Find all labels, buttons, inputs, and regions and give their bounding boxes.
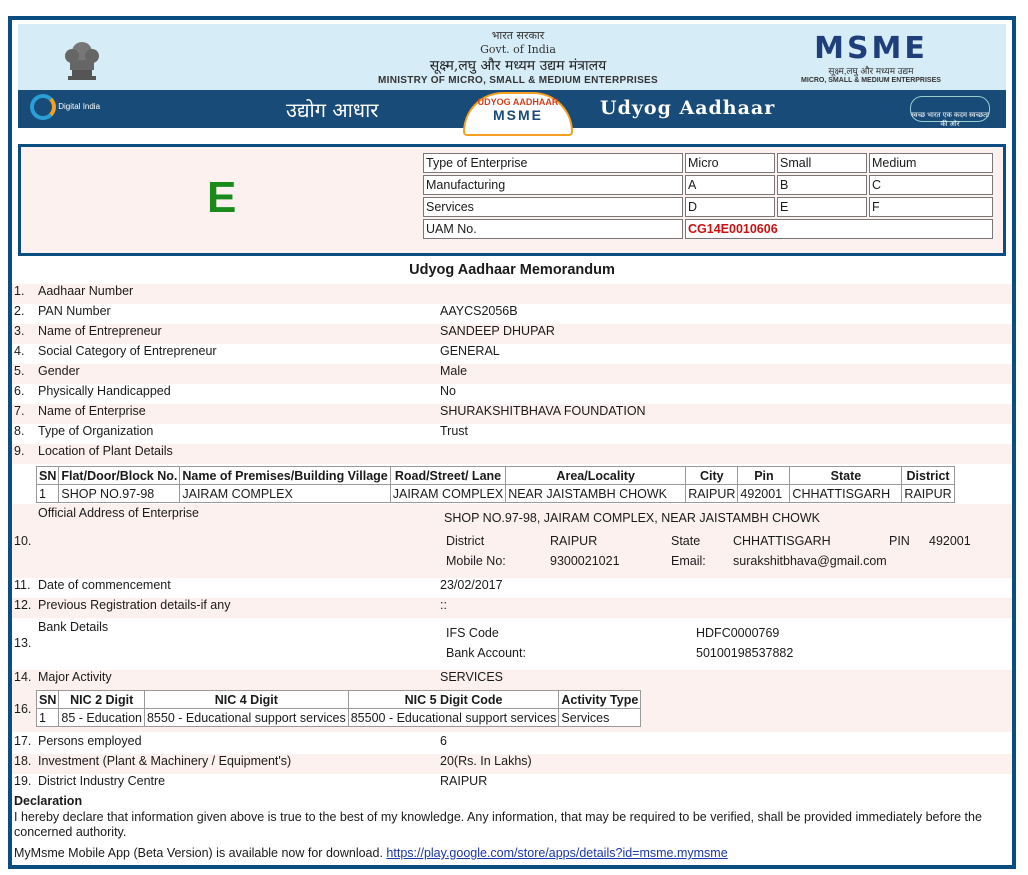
hindi-ministry: सूक्ष्म,लघु और मध्यम उद्यम मंत्रालय	[429, 58, 607, 74]
swachh-bharat-logo: स्वच्छ भारत एक कदम स्वच्छता की ओर	[910, 96, 990, 122]
table-header-row	[37, 467, 955, 485]
pin-label: PIN	[889, 534, 910, 548]
email-value: surakshitbhava@gmail.com	[733, 554, 887, 568]
list-item	[12, 344, 1012, 364]
ministry-name: MINISTRY OF MICRO, SMALL & MEDIUM ENTERPRISES	[378, 75, 658, 86]
udyog-banner	[18, 90, 1006, 128]
column-header: NIC 2 Digit	[59, 691, 145, 709]
item-number: 1.	[14, 284, 25, 298]
item-value: Male	[440, 364, 468, 378]
item-label: PAN Number	[38, 304, 111, 318]
list-item	[12, 578, 1012, 598]
item-number: 14.	[14, 670, 32, 684]
item-number: 5.	[14, 364, 25, 378]
column-header: State	[790, 467, 902, 485]
list-item	[12, 598, 1012, 618]
category-box	[18, 144, 1006, 256]
badge-top-text: UDYOG AADHAAR	[477, 97, 559, 107]
item-label: District Industry Centre	[38, 774, 166, 788]
item-label: Official Address of Enterprise	[38, 506, 199, 520]
digital-india-icon	[30, 94, 56, 120]
category-cell: Micro	[685, 153, 775, 173]
state-label: State	[671, 534, 701, 548]
district-label: District	[446, 534, 485, 548]
item-label: Name of Entrepreneur	[38, 324, 162, 338]
table-cell: NEAR JAISTAMBH CHOWK	[506, 485, 686, 503]
item-value: GENERAL	[440, 344, 500, 358]
list-item	[12, 424, 1012, 444]
table-cell: SHOP NO.97-98	[59, 485, 180, 503]
column-header: Area/Locality	[506, 467, 686, 485]
item-label: Physically Handicapped	[38, 384, 171, 398]
item-number: 11.	[14, 578, 31, 592]
item-label: Date of commencement	[38, 578, 171, 592]
item-value: 23/02/2017	[440, 578, 503, 592]
item-value: 20(Rs. In Lakhs)	[440, 754, 532, 768]
item-number: 4.	[14, 344, 25, 358]
table-header-row	[37, 691, 641, 709]
table-cell: 85 - Education	[59, 709, 145, 727]
category-cell: Services	[423, 197, 683, 217]
certificate-frame	[8, 16, 1016, 869]
column-header: Activity Type	[559, 691, 641, 709]
category-row	[423, 153, 993, 173]
item-label: Name of Enterprise	[38, 404, 146, 418]
plant-location-table	[36, 466, 955, 503]
list-item	[12, 734, 1012, 754]
nic-section	[12, 688, 1012, 732]
item-number: 7.	[14, 404, 25, 418]
list-item	[12, 444, 1012, 464]
column-header: Pin	[738, 467, 790, 485]
category-row	[423, 175, 993, 195]
item-label: Gender	[38, 364, 80, 378]
list-item	[12, 364, 1012, 384]
mobile-label: Mobile No:	[446, 554, 506, 568]
column-header: NIC 5 Digit Code	[348, 691, 559, 709]
declaration-text: I hereby declare that information given above is true to the best of my knowledge. Any information, that may be required to be verified, shall be provided immediately before the concerned authority.	[14, 810, 982, 839]
item-label: Type of Organization	[38, 424, 154, 438]
bank-details-section	[12, 618, 1012, 670]
table-cell: RAIPUR	[902, 485, 954, 503]
hindi-gov: भारत सरकार	[491, 29, 545, 42]
item-label: Bank Details	[38, 620, 109, 634]
mobile-value: 9300021021	[550, 554, 620, 568]
item-value: SERVICES	[440, 670, 503, 684]
table-cell: 8550 - Educational support services	[144, 709, 348, 727]
list-item	[12, 774, 1012, 794]
table-row	[37, 709, 641, 727]
column-header: Name of Premises/Building Village	[180, 467, 390, 485]
memorandum-title: Udyog Aadhaar Memorandum	[409, 262, 615, 278]
table-row	[37, 485, 955, 503]
item-label: Major Activity	[38, 670, 112, 684]
column-header: SN	[37, 691, 59, 709]
item-value: 6	[440, 734, 447, 748]
app-download-link[interactable]: https://play.google.com/store/apps/details?id=msme.mymsme	[386, 846, 728, 860]
app-text: MyMsme Mobile App (Beta Version) is available now for download.	[14, 846, 383, 860]
item-value: Trust	[440, 424, 469, 438]
item-label: Investment (Plant & Machinery / Equipment's)	[38, 754, 292, 768]
item-number: 19.	[14, 774, 32, 788]
msme-logo-text: MSME	[814, 31, 928, 66]
msme-hindi: सूक्ष्म,लघु और मध्यम उद्यम	[828, 66, 914, 76]
plant-location-section	[12, 464, 1012, 504]
category-cell: Small	[777, 153, 867, 173]
table-cell: JAIRAM COMPLEX	[180, 485, 390, 503]
msme-logo	[776, 31, 966, 84]
category-cell: D	[685, 197, 775, 217]
account-value: 50100198537882	[696, 646, 794, 660]
pin-value: 492001	[929, 534, 971, 548]
item-label: Previous Registration details-if any	[38, 598, 231, 612]
category-cell: C	[869, 175, 993, 195]
uam-row	[423, 219, 993, 239]
table-cell: 1	[37, 709, 59, 727]
nic-table	[36, 690, 641, 727]
ifs-label: IFS Code	[446, 626, 499, 640]
category-cell: F	[869, 197, 993, 217]
banner-english-title: Udyog Aadhaar	[600, 97, 776, 119]
item-number: 8.	[14, 424, 25, 438]
item-number: 10.	[14, 534, 32, 548]
item-number: 18.	[14, 754, 32, 768]
government-title	[328, 28, 708, 86]
header	[18, 24, 1006, 90]
category-letter: E	[207, 173, 237, 222]
table-cell: JAIRAM COMPLEX	[390, 485, 505, 503]
list-item	[12, 670, 1012, 688]
table-cell: CHHATTISGARH	[790, 485, 902, 503]
item-number: 12.	[14, 598, 32, 612]
state-value: CHHATTISGARH	[733, 534, 831, 548]
ifs-value: HDFC0000769	[696, 626, 780, 640]
category-cell: Medium	[869, 153, 993, 173]
uam-number: CG14E0010606	[685, 219, 993, 239]
category-table	[421, 151, 995, 241]
email-label: Email:	[671, 554, 706, 568]
declaration-title: Declaration	[14, 794, 83, 808]
column-header: SN	[37, 467, 59, 485]
banner-hindi-title: उद्योग आधार	[286, 98, 379, 122]
item-label: Aadhaar Number	[38, 284, 134, 298]
table-cell: Services	[559, 709, 641, 727]
district-value: RAIPUR	[550, 534, 598, 548]
item-value: AAYCS2056B	[440, 304, 518, 318]
uam-label: UAM No.	[423, 219, 683, 239]
table-cell: 85500 - Educational support services	[348, 709, 559, 727]
table-cell: 1	[37, 485, 59, 503]
app-notice	[14, 846, 1004, 860]
item-number: 16.	[14, 702, 32, 716]
udyog-aadhaar-badge	[463, 92, 573, 136]
item-label: Persons employed	[38, 734, 142, 748]
column-header: Flat/Door/Block No.	[59, 467, 180, 485]
list-item	[12, 404, 1012, 424]
item-value: SHURAKSHITBHAVA FOUNDATION	[440, 404, 646, 418]
item-number: 17.	[14, 734, 32, 748]
table-cell: 492001	[738, 485, 790, 503]
item-number: 6.	[14, 384, 25, 398]
category-cell: Manufacturing	[423, 175, 683, 195]
official-address: SHOP NO.97-98, JAIRAM COMPLEX, NEAR JAISTAMBH CHOWK	[444, 511, 821, 525]
list-item	[12, 284, 1012, 304]
digital-india-logo	[30, 94, 100, 120]
digital-india-text: Digital India	[58, 102, 101, 112]
column-header: Road/Street/ Lane	[390, 467, 505, 485]
table-cell: RAIPUR	[686, 485, 738, 503]
list-item	[12, 324, 1012, 344]
column-header: City	[686, 467, 738, 485]
badge-bottom-text: MSME	[493, 107, 543, 123]
list-item	[12, 384, 1012, 404]
item-label: Location of Plant Details	[38, 444, 173, 458]
item-value: No	[440, 384, 456, 398]
msme-english: MICRO, SMALL & MEDIUM ENTERPRISES	[801, 77, 941, 84]
item-number: 9.	[14, 444, 25, 458]
item-number: 2.	[14, 304, 25, 318]
category-row	[423, 197, 993, 217]
item-label: Social Category of Entrepreneur	[38, 344, 217, 358]
official-address-section	[12, 504, 1012, 578]
category-cell: A	[685, 175, 775, 195]
item-value: RAIPUR	[440, 774, 488, 788]
item-number: 13.	[14, 636, 32, 650]
column-header: District	[902, 467, 954, 485]
category-cell: Type of Enterprise	[423, 153, 683, 173]
column-header: NIC 4 Digit	[144, 691, 348, 709]
item-value: ::	[440, 598, 447, 612]
category-cell: E	[777, 197, 867, 217]
english-gov: Govt. of India	[480, 43, 556, 56]
national-emblem-icon	[54, 30, 110, 84]
item-number: 3.	[14, 324, 25, 338]
account-label: Bank Account:	[446, 646, 526, 660]
list-item	[12, 754, 1012, 774]
list-item	[12, 304, 1012, 324]
item-value: SANDEEP DHUPAR	[440, 324, 555, 338]
category-cell: B	[777, 175, 867, 195]
